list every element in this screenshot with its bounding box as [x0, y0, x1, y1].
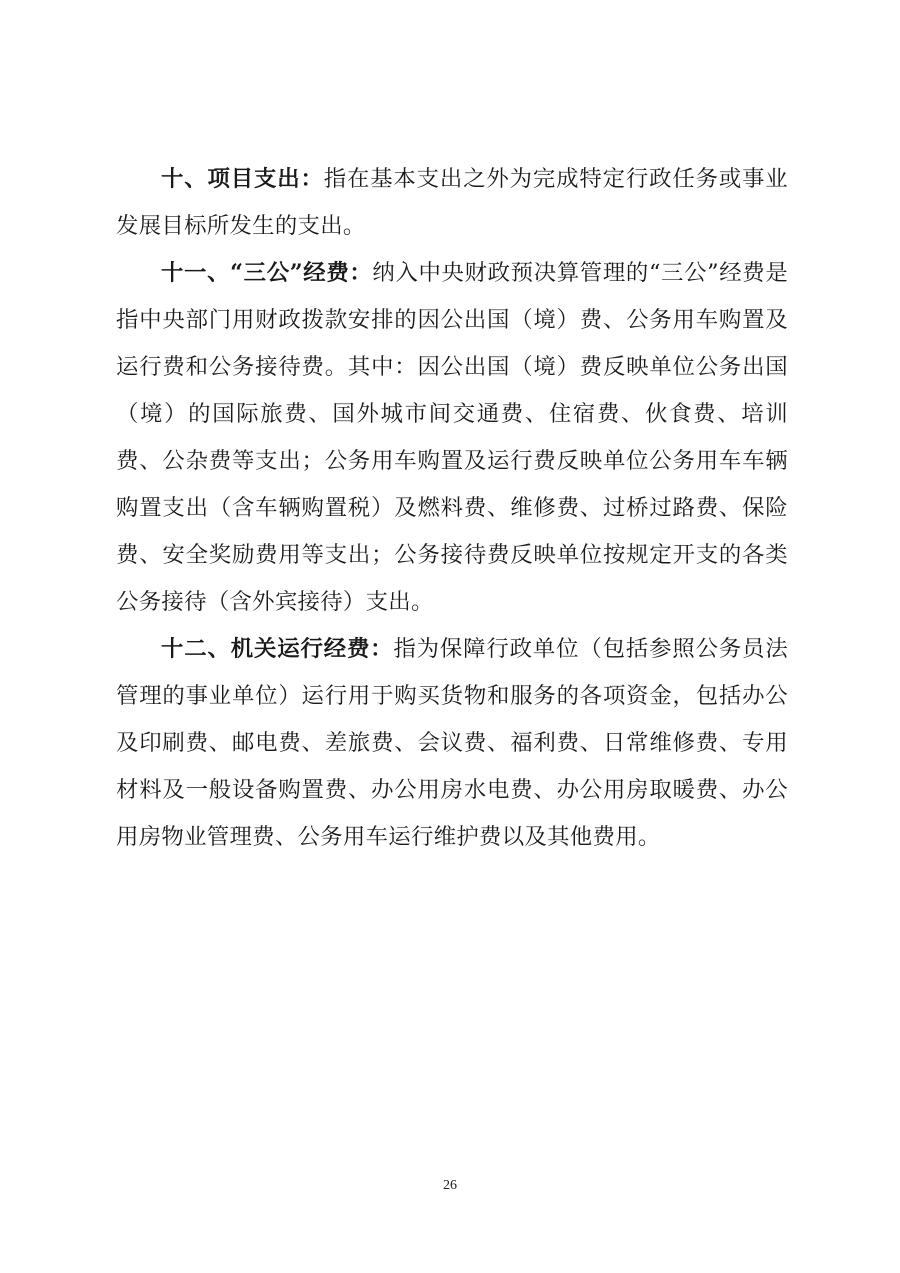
definition-text: 纳入中央财政预决算管理的“三公”经费是指中央部门用财政拨款安排的因公出国（境）费、公务用车购置及运行费和公务接待费。其中：因公出国（境）费反映单位公务出国（境）的国际旅费、国外城市间交通费、住宿费、伙食费、培训费、公杂费等支出；公务用车购置及运行费反映单位公务用车车辆购置支出（含车辆购置税）及燃料费、维修费、过桥过路费、保险费、安全奖励费用等支出；公务接待费反映单位按规定开支的各类公务接待（含外宾接待）支出。 [116, 260, 789, 615]
definition-agency-operating-expenses [116, 626, 788, 861]
definition-three-public-expenses [116, 250, 788, 626]
body-text [116, 156, 788, 861]
term-agency-operating-expenses: 十二、机关运行经费： [161, 636, 394, 662]
page-number: 26 [443, 1178, 457, 1193]
definition-text: 指为保障行政单位（包括参照公务员法管理的事业单位）运行用于购买货物和服务的各项资金，包括办公及印刷费、邮电费、差旅费、会议费、福利费、日常维修费、专用材料及一般设备购置费、办公用房水电费、办公用房取暖费、办公用房物业管理费、公务用车运行维护费以及其他费用。 [116, 636, 789, 850]
definition-text: 指在基本支出之外为完成特定行政任务或事业发展目标所发生的支出。 [116, 166, 788, 239]
definition-project-expenditure [116, 156, 788, 250]
term-three-public-expenses: 十一、“三公”经费： [161, 260, 373, 286]
term-project-expenditure: 十、项目支出： [161, 166, 324, 192]
